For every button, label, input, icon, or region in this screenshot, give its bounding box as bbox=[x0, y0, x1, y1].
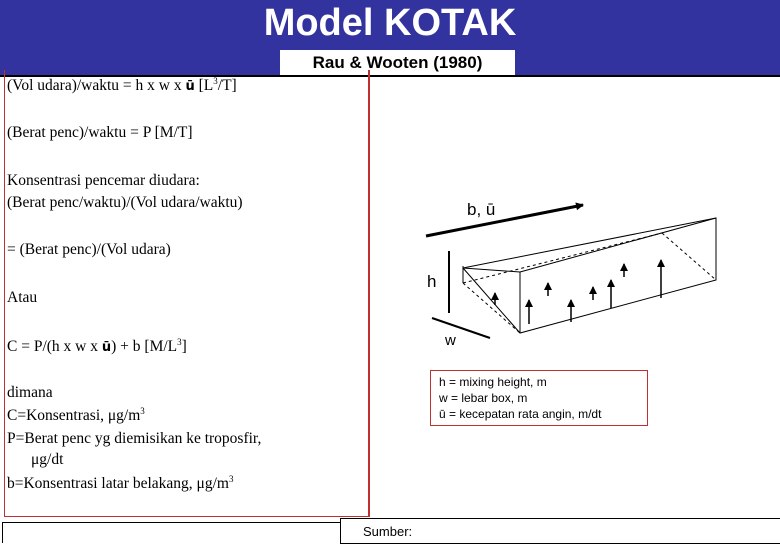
width-label: w bbox=[445, 332, 456, 349]
p-definition-2: μg/dt bbox=[31, 451, 64, 468]
p-definition-1: P=Berat penc yg diemisikan ke troposfir, bbox=[7, 430, 262, 447]
height-label: h bbox=[427, 272, 437, 291]
konsentrasi-line-1: Konsentrasi pencemar diudara: bbox=[7, 172, 200, 189]
berat-penc-line: (Berat penc)/waktu = P [M/T] bbox=[7, 124, 193, 141]
equals-line: = (Berat penc)/(Vol udara) bbox=[7, 241, 171, 258]
formula-line: C = P/(h x w x ū) + b $[M/L^3]$ bbox=[7, 337, 187, 355]
footer-source-box bbox=[340, 518, 780, 544]
box-hidden-edges bbox=[463, 233, 716, 333]
vol-udara-line: (Vol udara)/waktu = h x w x ū $[L^3/T]$ bbox=[7, 76, 237, 94]
wind-arrow bbox=[426, 205, 583, 236]
legend-w: w = lebar box, m bbox=[439, 391, 528, 405]
atau-line: Atau bbox=[7, 289, 38, 306]
konsentrasi-line-2: (Berat penc/waktu)/(Vol udara/waktu) bbox=[7, 194, 243, 211]
wind-label: b, ū bbox=[467, 200, 496, 219]
slide-title: Model KOTAK bbox=[263, 2, 517, 44]
b-definition: b=Konsentrasi latar belakang, $\mu g/m^3$ bbox=[7, 474, 234, 492]
slide-subtitle: Rau & Wooten (1980) bbox=[280, 50, 515, 76]
width-dimension-line bbox=[432, 318, 490, 338]
dimana-line: dimana bbox=[7, 384, 53, 401]
source-label: Sumber: bbox=[363, 524, 413, 539]
legend-box bbox=[430, 370, 648, 426]
c-definition: C=Konsentrasi, $\mu g/m^3$ bbox=[7, 406, 145, 424]
legend-u: ū = kecepatan rata angin, m/dt bbox=[439, 407, 602, 421]
legend-h: h = mixing height, m bbox=[439, 375, 547, 389]
